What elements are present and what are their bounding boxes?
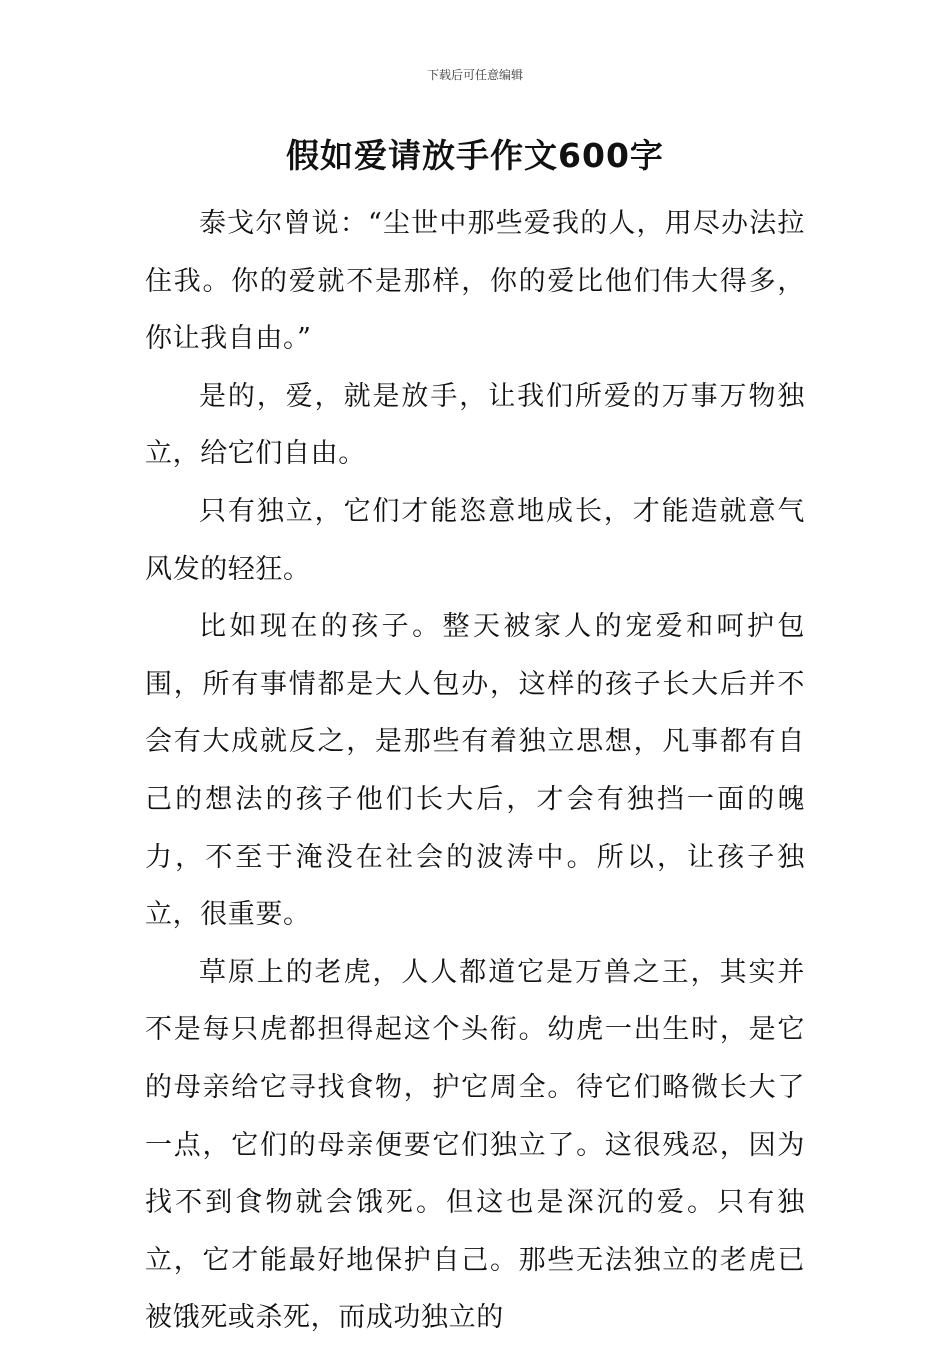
- paragraph: 只有独立，它们才能恣意地成长，才能造就意气风发的轻狂。: [145, 495, 805, 585]
- paragraph: 泰戈尔曾说：“尘世中那些爱我的人，用尽办法拉住我。你的爱就不是那样，你的爱比他们伟大得多，你让我自由。”: [145, 208, 805, 355]
- document-body: [145, 195, 805, 1347]
- document-title: 假如爱请放手作文600字: [286, 136, 664, 175]
- paragraph: 草原上的老虎，人人都道它是万兽之王，其实并不是每只虎都担得起这个头衔。幼虎一出生时，是它的母亲给它寻找食物，护它周全。待它们略微长大了一点，它们的母亲便要它们独立了。这很残忍，因为找不到食物就会饿死。但这也是深沉的爱。只有独立，它才能最好地保护自己。那些无法独立的老虎已被饿死或杀死，而成功独立的: [145, 956, 805, 1334]
- paragraph: 比如现在的孩子。整天被家人的宠爱和呵护包围，所有事情都是大人包办，这样的孩子长大后并不会有大成就反之，是那些有着独立思想，凡事都有自己的想法的孩子他们长大后，才会有独挡一面的魄力，不至于淹没在社会的波涛中。所以，让孩子独立，很重要。: [145, 611, 805, 931]
- header-note: 下载后可任意编辑: [426, 68, 523, 82]
- paragraph: 是的，爱，就是放手，让我们所爱的万事万物独立，给它们自由。: [145, 380, 805, 470]
